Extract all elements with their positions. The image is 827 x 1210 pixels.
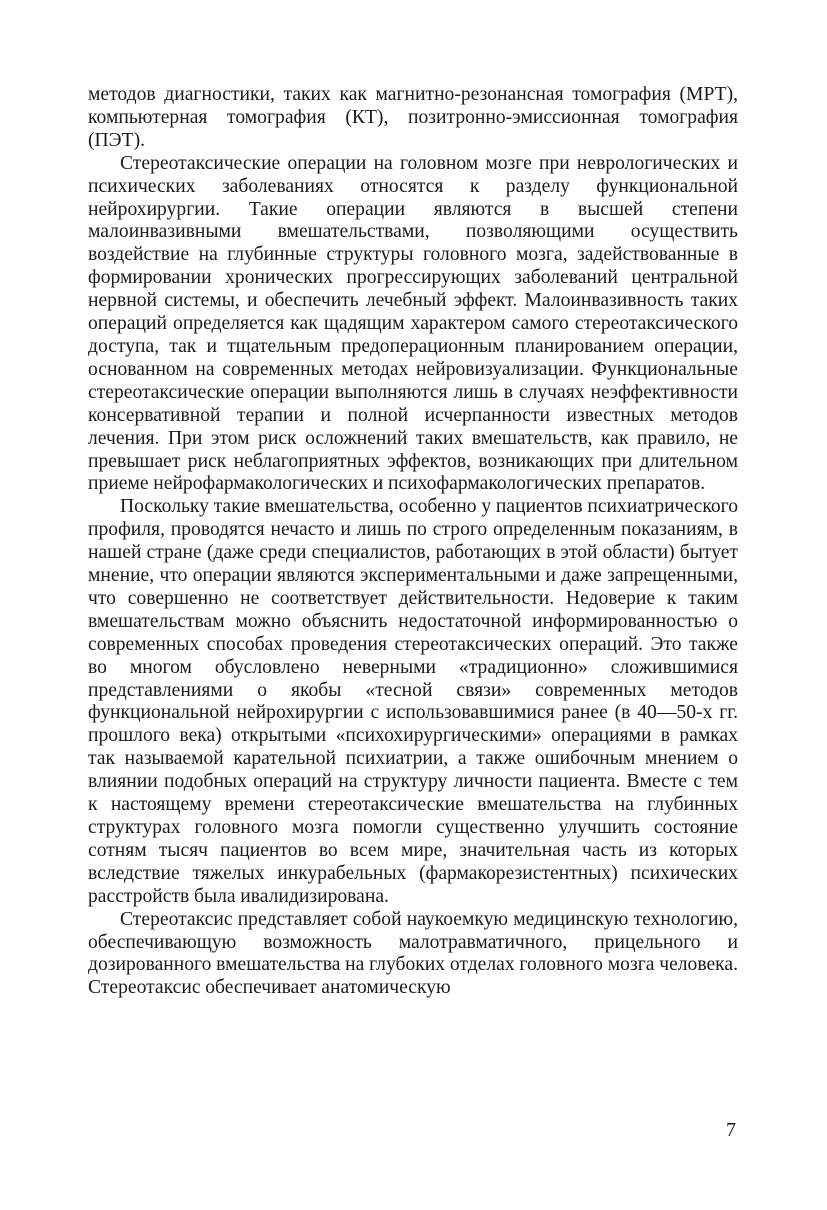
body-text [88,84,738,1000]
paragraph-continuation: методов диагностики, таких как магнитно-резонансная томография (МРТ), компьютерная томография (КТ), позитронно-эмиссионная томография (ПЭТ). [88,84,738,151]
page-number: 7 [726,1119,736,1141]
paragraph-stereotactic-operations: Стереотаксические операции на головном мозге при неврологических и психических заболеваниях относятся к разделу функциональной нейрохирургии. Такие операции являются в высшей степени малоинвазивными вмешательствами, позволяющими осуществить воздействие на глубинные структуры головного мозга, задействованные в формировании хронических прогрессирующих заболеваний центральной нервной системы, и обеспечить лечебный эффект. Малоинвазивность таких операций определяется как щадящим характером самого стереотаксического доступа, так и тщательным предоперационным планированием операции, основанном на современных методах нейровизуализации. Функциональные стереотаксические операции выполняются лишь в случаях неэффективности консервативной терапии и полной исчерпанности известных методов лечения. При этом риск осложнений таких вмешательств, как правило, не превышает риск неблагоприятных эффектов, возникающих при длительном приеме нейрофармакологических и психофармакологических препаратов. [88,152,738,495]
paragraph-public-perception: Поскольку такие вмешательства, особенно у пациентов психиатрического профиля, проводятся нечасто и лишь по строго определенным показаниям, в нашей стране (даже среди специалистов, работающих в этой области) бытует мнение, что операции являются экспериментальными и даже запрещенными, что совершенно не соответствует действительности. Недоверие к таким вмешательствам можно объяснить недостаточной информированностью о современных способах проведения стереотаксических операций. Это также во многом обусловлено неверными «традиционно» сложившимися представлениями о якобы «тесной связи» современных методов функциональной нейрохирургии с использовавшимися ранее (в 40—50-х гг. прошлого века) открытыми «психохирургическими» операциями в рамках так называемой карательной психиатрии, а также ошибочным мнением о влиянии подобных операций на структуру личности пациента. Вместе с тем к настоящему времени стереотаксические вмешательства на глубинных структурах головного мозга помогли существенно улучшить состояние сотням тысяч пациентов во всем мире, значительная часть из которых вследствие тяжелых инкурабельных (фармакорезистентных) психических расстройств была ивалидизирована. [88,496,738,907]
paragraph-stereotaxis-definition: Стереотаксис представляет собой наукоемкую медицинскую технологию, обеспечивающую возможность малотравматичного, прицельного и дозированного вмешательства на глубоких отделах головного мозга человека. Стереотаксис обеспечивает анатомическую [88,908,738,999]
